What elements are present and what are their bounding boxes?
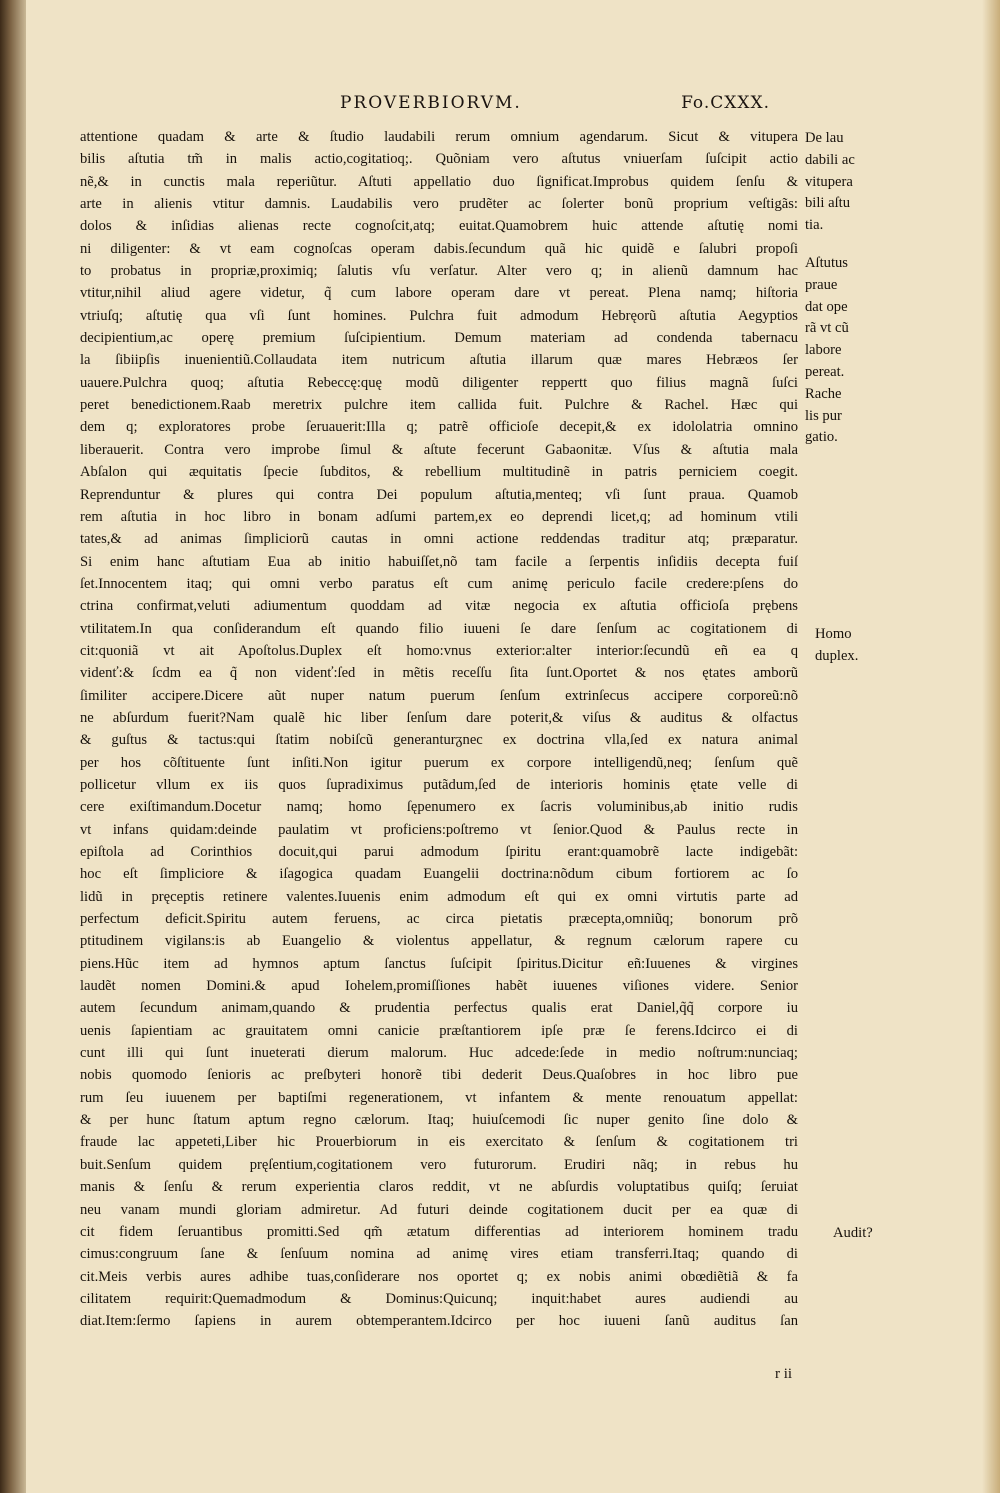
marginal-line: tia. <box>805 217 824 234</box>
text-line: buit.Senſum quidem pręſentium,cogitationem vero futurorum. Erudiri nãq; in rebus hu <box>80 1156 798 1173</box>
text-line: cere exiſtimandum.Docetur namq; homo ſępenumero ex ſacris voluminibus,ab initio rudis <box>80 799 798 816</box>
text-line: epiſtola ad Corinthios docuit,qui parui admodum ſpiritu erant:quamobrẽ lacte indigebãt: <box>80 844 798 860</box>
marginal-line: vitupera <box>805 173 853 190</box>
text-line: Si enim hanc aſtutiam Eua ab initio habuiſſet,nõ tam facile a ſerpentis inſidiis decepta fuiſ <box>80 553 798 570</box>
marginal-line: dat ope <box>805 298 848 315</box>
text-line: cit.Meis verbis aures adhibe tuas,conſiderare nos oportet q; ex nobis animi obœdiẽtiã & fa <box>80 1268 798 1285</box>
text-line: fraude lac appeteti,Liber hic Prouerbiorum in eis exercitato & ſenſum & cogitationem tri <box>80 1134 798 1151</box>
text-line: cilitatem requirit:Quemadmodum & Dominus:Quicunq; inquit:habet aures audiendi au <box>80 1290 798 1307</box>
running-title: PROVERBIORVM. <box>340 93 522 113</box>
text-line: cimus:congruum ſane & ſenſuum nomina ad animę vires etiam transferri.Itaq; quando di <box>80 1246 798 1263</box>
marginal-line: dabili ac <box>805 151 855 168</box>
text-line: nẽ,& in cunctis mala reperiũtur. Aſtuti appellatio duo ſignificat.Improbus quidem ſenſu & <box>80 173 798 190</box>
text-line: videnť:& ſcdm ea q̃ non videnť:ſed in mẽtis receſſu ſita ſunt.Oportet & nos ętates amborũ <box>80 665 798 682</box>
text-line: la ſibiipſis inuenientiũ.Collaudata item nutricum aſtutia illarum quæ mares Hebræos ſer <box>80 352 798 369</box>
text-line: neu vanam mundi gloriam admiretur. Ad futuri deinde cogitationem ducit per ea quæ di <box>80 1201 798 1218</box>
text-line: liberauerit. Contra vero improbe ſimul & aſtute fecerunt Gabaonitæ. Vſus & aſtutia mala <box>80 441 798 458</box>
text-line: cunt illi qui ſunt inueterati dierum malorum. Huc adcede:ſede in medio noſtrum:nunciaq; <box>80 1045 798 1062</box>
marginal-line: Homo <box>815 626 852 642</box>
text-line: cit fidem ſeruantibus promitti.Sed qm̃ ætatum differentias ad interiorem hominem tradu <box>80 1223 798 1240</box>
marginal-note-homo-duplex <box>815 624 895 668</box>
text-line: cit:quoniã vt ait Apoſtolus.Duplex eſt homo:vnus exterior:alter interior:ſecundũ eñ ea q <box>80 642 798 659</box>
marginal-line: bili aſtu <box>805 195 850 212</box>
text-line: uauere.Pulchra quoq; aſtutia Rebeccę:quę modũ diligenter reppertt quo filius magnã ſuſci <box>80 374 798 391</box>
text-line: tates,& ad animas ſimpliciorũ cautas in omni actione reddendas traditur atq; præparatur. <box>80 531 798 548</box>
marginal-note-de-laudabili <box>805 128 885 237</box>
folio-number: Fo.CXXX. <box>681 93 770 113</box>
text-line: laudẽt nomen Domini.& apud Iohelem,promiſſiones habẽt iuuenes viſiones videre. Senior <box>80 978 798 995</box>
text-line: vt infans quidam:deinde paulatim vt proficiens:poſtremo vt ſenior.Quod & Paulus recte in <box>80 821 798 838</box>
marginal-line: gatio. <box>805 429 838 446</box>
text-line: & guſtus & tactus:qui ſtatim nobiſcũ generanturᵹnec ex doctrina vlla,ſed ex natura animal <box>80 732 798 749</box>
marginal-line: duplex. <box>815 647 859 664</box>
text-line: per hos cõſtituente ſunt inſiti.Non igitur puerum ex corpore intelligendũ,neq; ſenſum quẽ <box>80 754 798 771</box>
text-line: dem q; exploratores probe ſeruauerit:Illa q; patrẽ officioſe decepit,& ex idololatria omnino <box>80 419 798 436</box>
text-line: & per hunc ſtatum aptum regno cælorum. Itaq; huiuſcemodi ſic nuper genito ſine dolo & <box>80 1112 798 1129</box>
text-line: vtitur,nihil aliud agere videtur, q̃ cum labore operam dare vt pereat. Plena namq; hiſtoria <box>80 285 798 302</box>
page-edge <box>982 0 1000 1493</box>
text-line: ptitudinem vigilans:is ab Euangelio & violentus appellatur, & regnum cælorum rapere cu <box>80 933 798 950</box>
text-line: manis & ſenſu & rerum experientia claros reddit, vt ne abſurdis voluptatibus quiſq; ſeruiat <box>80 1179 798 1196</box>
text-line: hoc eſt ſimpliciore & iſagogica quadam Euangelii doctrina:nõdum cibum fortiorem ac ſo <box>80 866 798 883</box>
text-line: ne abſurdum fuerit?Nam qualẽ hic liber ſenſum dare poterit,& viſus & auditus & olfactus <box>80 709 798 726</box>
marginal-note-astutus <box>805 253 885 449</box>
text-line: bilis aſtutia tm̃ in malis actio,cogitatioq;. Quõniam vero aſtutus vniuerſam ſuſcipit actio <box>80 151 798 168</box>
marginal-line: labore <box>805 342 842 359</box>
text-line: uenis ſapientiam ac grauitatem omni canicie præſtantiorem ipſe præ ſe ferens.Idcirco ei di <box>80 1022 798 1039</box>
signature-mark: r ii <box>775 1366 793 1382</box>
text-line: vtriuſq; aſtutię qua vſi ſunt homines. Pulchra fuit admodum Hebręorũ aſtutia Aegyptios <box>80 307 798 324</box>
book-spine <box>0 0 26 1493</box>
marginal-line: Rache <box>805 385 842 402</box>
text-line: ſimiliter accipere.Dicere aũt nuper natum puerum ſenſum extrinſecus accipere corporeũ:nõ <box>80 687 798 704</box>
text-line: pollicetur vllum ex iis quos ſupradiximus putãdum,ſed de interioris hominis ętate velle di <box>80 776 798 793</box>
main-text-block <box>80 126 798 1333</box>
text-line: autem ſecundum animam,quando & prudentia perfectus qualis erat Daniel,q̃q̃ corpore iu <box>80 1000 798 1017</box>
marginal-line: rã vt cũ <box>805 320 849 337</box>
text-line: attentione quadam & arte & ſtudio laudabili rerum omnium agendarum. Sicut & vitupera <box>80 129 798 145</box>
marginal-line: pereat. <box>805 363 845 380</box>
text-line: dolos & inſidias alienas recte cognoſcit,atq; euitat.Quamobrem huic attende aſtutię nomi <box>80 218 798 235</box>
text-line: perfectum deficit.Spiritu autem feruens, ac circa pietatis præcepta,omniũq; bonorum prõ <box>80 911 798 928</box>
text-line: nobis quomodo ſenioris ac preſbyteri honorẽ tibi dederit Deus.Quaſobres in hoc libro pue <box>80 1067 798 1084</box>
text-line: ctrina confirmat,veluti adiumentum quoddam ad vitæ negocia ex aſtutia officioſa prębens <box>80 598 798 615</box>
text-line: ſet.Innocentem itaq; qui omni verbo paratus eſt cum animę periculo facile credere:pſens do <box>80 575 798 592</box>
text-line: rem aſtutia in hoc libro in bonam adſumi partem,ex eo deprendi licet,q; ad hominum vtili <box>80 508 798 525</box>
text-line: arte in alienis vtitur damnis. Laudabilis vero prudẽter ac ſolerter bonũ proprium veſtigãs: <box>80 196 798 213</box>
marginal-line: lis pur <box>805 407 842 424</box>
marginal-note-auditus <box>833 1223 913 1245</box>
text-line: rum ſeu iuuenem per baptiſmi regenerationem, vt infantem & mente renouatum appellat: <box>80 1089 798 1106</box>
marginal-line: Aſtutus <box>805 255 848 271</box>
text-line: vtilitatem.In qua conſiderandum eſt quando filio iuueni ſe dare ſenſum ac cogitationem di <box>80 620 798 637</box>
marginal-line: Audit? <box>833 1225 873 1241</box>
text-line: Abſalon qui æquitatis ſpecie ſubditos, & rebellium multitudinẽ in patris perniciem coegit. <box>80 464 798 481</box>
text-line: ni diligenter: & vt eam cognoſcas operam dabis.ſecundum quã hic quidẽ e ſalubri propoſi <box>80 240 798 257</box>
text-line: diat.Item:ſermo ſapiens in aurem obtemperantem.Idcirco per hoc iuueni ſanũ auditus ſan <box>80 1313 798 1330</box>
marginal-line: De lau <box>805 130 844 146</box>
text-line: piens.Hũc item ad hymnos aptum ſanctus ſuſcipit ſpiritus.Dicitur eñ:Iuuenes & virgines <box>80 955 798 972</box>
text-line: lidũ in pręceptis retinere valentes.Iuuenis enim admodum eſt qui ex omni virtutis parte ad <box>80 888 798 905</box>
marginal-line: praue <box>805 276 838 293</box>
text-line: Reprenduntur & plures qui contra Dei populum aſtutia,menteq; vſi ſunt praua. Quamob <box>80 486 798 503</box>
text-line: peret benedictionem.Raab meretrix pulchre item callida fuit. Pulchre & Rachel. Hæc qui <box>80 397 798 414</box>
text-line: to probatus in propriæ,proximiq; ſalutis vſu verſatur. Alter vero q; in alienũ damnum hac <box>80 263 798 280</box>
text-line: decipientium,ac operę premium ſuſcipientium. Demum materiam ad condenda tabernacu <box>80 330 798 347</box>
page-header <box>340 93 770 117</box>
